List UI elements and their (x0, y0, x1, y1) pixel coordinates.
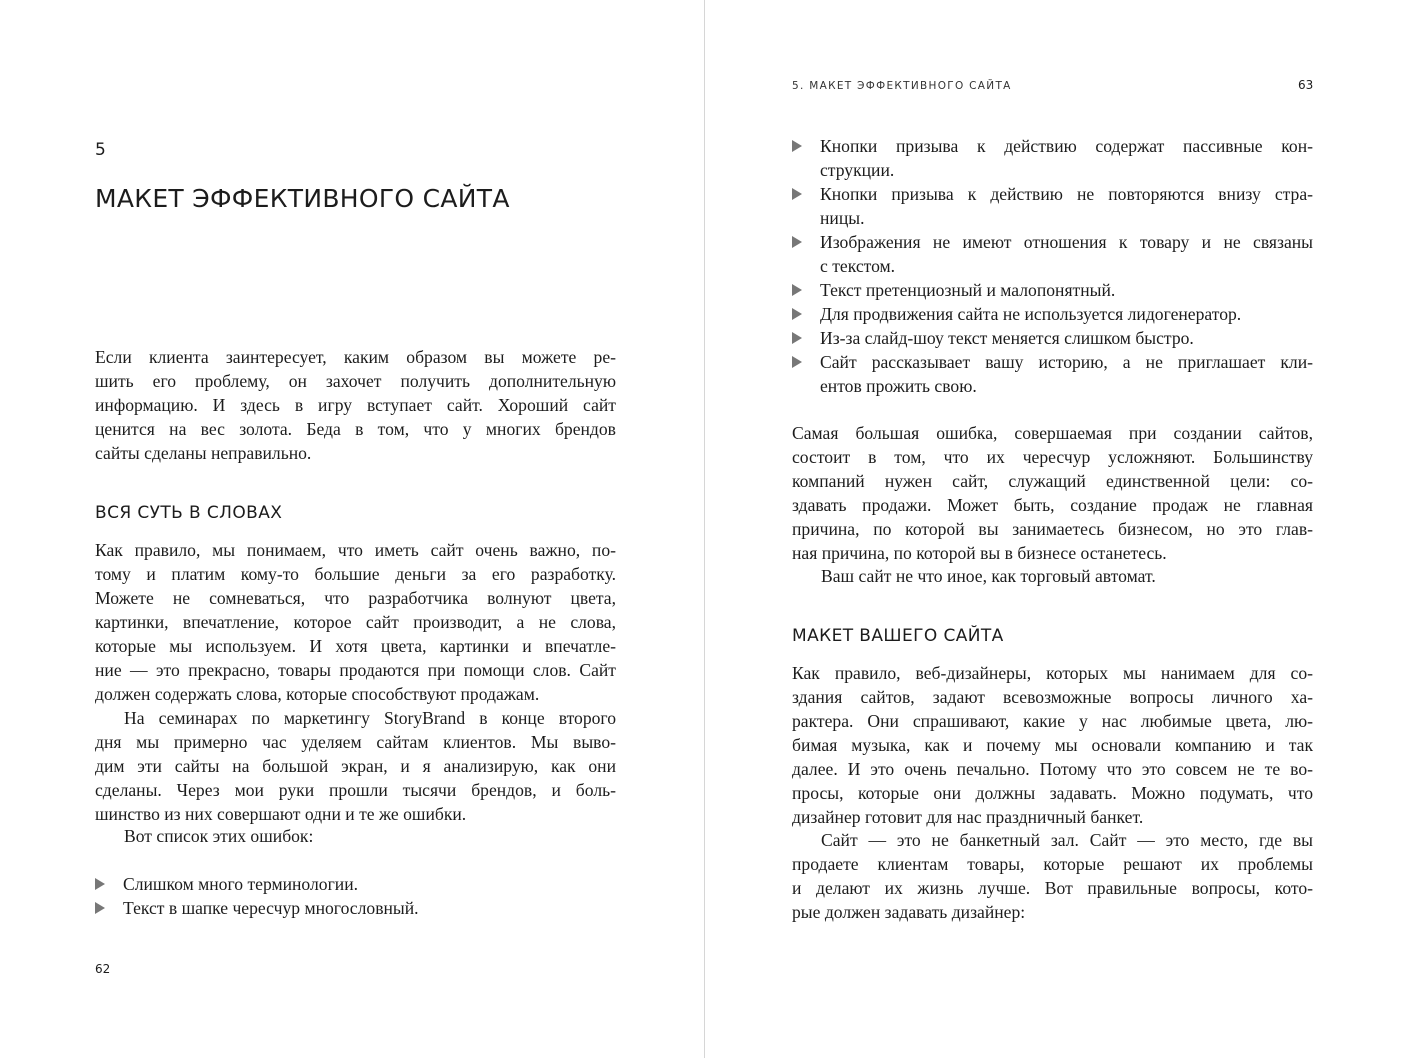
triangle-bullet-icon (792, 188, 802, 200)
text-line: Вот список этих ошибок: (124, 826, 314, 846)
list-item (792, 350, 1313, 398)
triangle-bullet-icon (792, 284, 802, 296)
list-item (792, 326, 1313, 350)
triangle-bullet-icon (95, 878, 105, 890)
triangle-bullet-icon (792, 308, 802, 320)
text-line: сделаны. Через мои руки прошли тысячи брендов, и боль- (95, 780, 616, 800)
text-line: причина, по которой вы занимаетесь бизнесом, но это глав- (792, 519, 1313, 539)
text-line: состоит в том, что их чересчур усложняют. Большинству (792, 447, 1313, 467)
text-line: которые мы используем. И хотя цвета, картинки и впечатле- (95, 636, 616, 656)
text-line: На семинарах по маркетингу StoryBrand в конце второго (124, 708, 616, 728)
running-head: 5. МАКЕТ ЭФФЕКТИВНОГО САЙТА (792, 80, 1012, 92)
text-line: сайты сделаны неправильно. (95, 443, 312, 463)
text-line: Кнопки призыва к действию не повторяются внизу стра- (820, 184, 1313, 204)
right-page (705, 0, 1409, 1058)
list-item (792, 230, 1313, 278)
text-line: Кнопки призыва к действию содержат пассивные кон- (820, 136, 1313, 156)
list-item (792, 134, 1313, 182)
text-line: картинки, впечатление, которое сайт производит, а не слова, (95, 612, 616, 632)
text-line: Сайт рассказывает вашу историю, а не приглашает кли- (820, 352, 1313, 372)
text-line: Текст претенциозный и малопонятный. (820, 280, 1116, 300)
text-line: Самая большая ошибка, совершаемая при создании сайтов, (792, 423, 1313, 443)
text-line: ная причина, по которой вы в бизнесе останетесь. (792, 543, 1167, 563)
text-line: ницы. (820, 208, 865, 228)
intro-paragraph (95, 345, 616, 465)
list-item (792, 278, 1313, 302)
paragraph (792, 828, 1313, 924)
triangle-bullet-icon (792, 236, 802, 248)
chapter-number: 5 (95, 140, 106, 160)
text-line: шинство из них совершают одни и те же ошибки. (95, 804, 467, 824)
text-line: рые должен задавать дизайнер: (792, 902, 1026, 922)
text-line: Слишком много терминологии. (123, 874, 359, 894)
left-page (0, 0, 704, 1058)
list-item (792, 182, 1313, 230)
list-item (95, 872, 616, 896)
page-number: 63 (1298, 78, 1314, 92)
triangle-bullet-icon (95, 902, 105, 914)
triangle-bullet-icon (792, 356, 802, 368)
text-line: здания сайтов, задают всевозможные вопросы личного ха- (792, 687, 1313, 707)
text-line: дим эти сайты на большой экран, и я анализирую, как они (95, 756, 616, 776)
section-heading: ВСЯ СУТЬ В СЛОВАХ (95, 503, 283, 523)
text-line: компаний нужен сайт, служащий единственной цели: со- (792, 471, 1313, 491)
text-line: ентов прожить свою. (820, 376, 977, 396)
page-number: 62 (95, 962, 111, 976)
text-line: Как правило, веб-дизайнеры, которых мы нанимаем для со- (792, 663, 1313, 683)
text-line: рактера. Они спрашивают, какие у нас любимые цвета, лю- (792, 711, 1313, 731)
triangle-bullet-icon (792, 140, 802, 152)
text-line: здавать продажи. Может быть, создание продаж не главная (792, 495, 1313, 515)
text-line: далее. И это очень печально. Потому что это совсем не те во- (792, 759, 1313, 779)
text-line: ние — это прекрасно, товары продаются при помощи слов. Сайт (95, 660, 616, 680)
paragraph (792, 661, 1313, 829)
paragraph (95, 538, 616, 706)
section-heading: МАКЕТ ВАШЕГО САЙТА (792, 626, 1004, 646)
text-line: просы, которые они должны задавать. Можно подумать, что (792, 783, 1313, 803)
text-line: должен содержать слова, которые способствуют продажам. (95, 684, 540, 704)
text-line: струкции. (820, 160, 895, 180)
chapter-title: МАКЕТ ЭФФЕКТИВНОГО САЙТА (95, 184, 510, 213)
text-line: Из-за слайд-шоу текст меняется слишком быстро. (820, 328, 1194, 348)
text-line: Изображения не имеют отношения к товару и не связаны (820, 232, 1313, 252)
text-line: информацию. И здесь в игру вступает сайт. Хороший сайт (95, 395, 616, 415)
text-line: с текстом. (820, 256, 896, 276)
text-line: ценится на вес золота. Беда в том, что у многих брендов (95, 419, 616, 439)
text-line: бимая музыка, как и почему мы основали компанию и так (792, 735, 1313, 755)
text-line: и делают их жизнь лучше. Вот правильные вопросы, кото- (792, 878, 1313, 898)
paragraph (792, 421, 1313, 565)
text-line: Сайт — это не банкетный зал. Сайт — это место, где вы (821, 830, 1313, 850)
text-line: дизайнер готовит для нас праздничный банкет. (792, 807, 1144, 827)
text-line: Как правило, мы понимаем, что иметь сайт очень важно, по- (95, 540, 616, 560)
text-line: дня мы примерно час уделяем сайтам клиентов. Мы выво- (95, 732, 616, 752)
text-line: Если клиента заинтересует, каким образом вы можете ре- (95, 347, 616, 367)
text-line: Можете не сомневаться, что разработчика волнуют цвета, (95, 588, 616, 608)
text-line: Для продвижения сайта не используется лидогенератор. (820, 304, 1242, 324)
text-line: тому и платим кому-то большие деньги за его разработку. (95, 564, 616, 584)
paragraph (95, 824, 616, 848)
paragraph (792, 564, 1313, 588)
text-line: Ваш сайт не что иное, как торговый автомат. (821, 566, 1156, 586)
bullet-list (95, 872, 616, 920)
bullet-list (792, 134, 1313, 398)
triangle-bullet-icon (792, 332, 802, 344)
paragraph (95, 706, 616, 826)
list-item (792, 302, 1313, 326)
text-line: Текст в шапке чересчур многословный. (123, 898, 419, 918)
text-line: продаете клиентам товары, которые решают их проблемы (792, 854, 1313, 874)
text-line: шить его проблему, он захочет получить дополнительную (95, 371, 616, 391)
list-item (95, 896, 616, 920)
